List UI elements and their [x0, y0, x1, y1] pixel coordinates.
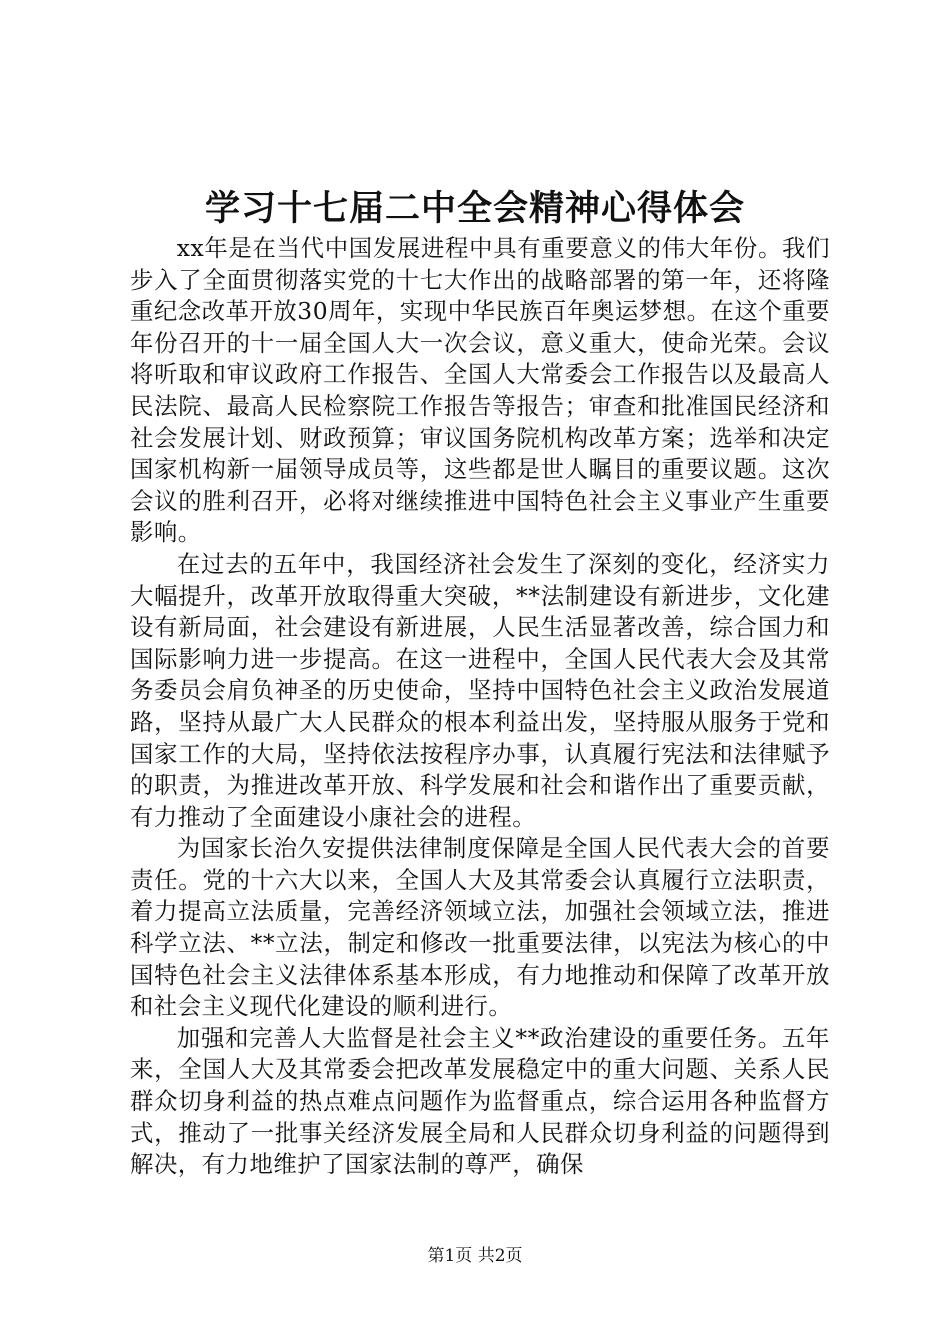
document-body [130, 233, 830, 1181]
document-title: 学习十七届二中全会精神心得体会 [204, 188, 745, 229]
paragraph-4: 加强和完善人大监督是社会主义**政治建设的重要任务。五年来，全国人大及其常委会把改革发展稳定中的重大问题、关系人民群众切身利益的热点难点问题作为监督重点，综合运用各种监督方式，推动了一批事关经济发展全局和人民群众切身利益的问题得到解决，有力地维护了国家法制的尊严，确保 [130, 1023, 830, 1179]
page-footer: 第1页 共2页 [427, 1246, 523, 1266]
paragraph-3: 为国家长治久安提供法律制度保障是全国人民代表大会的首要责任。党的十六大以来，全国人大及其常委会认真履行立法职责，着力提高立法质量，完善经济领域立法，加强社会领域立法，推进科学立法、**立法，制定和修改一批重要法律，以宪法为核心的中国特色社会主义法律体系基本形成，有力地推动和保障了改革开放和社会主义现代化建设的顺利进行。 [130, 834, 830, 1021]
paragraph-1: xx年是在当代中国发展进程中具有重要意义的伟大年份。我们步入了全面贯彻落实党的十七大作出的战略部署的第一年，还将隆重纪念改革开放30周年，实现中华民族百年奥运梦想。在这个重要年份召开的十一届全国人大一次会议，意义重大，使命光荣。会议将听取和审议政府工作报告、全国人大常委会工作报告以及最高人民法院、最高人民检察院工作报告等报告；审查和批准国民经济和社会发展计划、财政预算；审议国务院机构改革方案；选举和决定国家机构新一届领导成员等，这些都是世人瞩目的重要议题。这次会议的胜利召开，必将对继续推进中国特色社会主义事业产生重要影响。 [130, 234, 830, 547]
paragraph-2: 在过去的五年中，我国经济社会发生了深刻的变化，经济实力大幅提升，改革开放取得重大突破，**法制建设有新进步，文化建设有新局面，社会建设有新进展，人民生活显著改善，综合国力和国际影响力进一步提高。在这一进程中，全国人民代表大会及其常务委员会肩负神圣的历史使命，坚持中国特色社会主义政治发展道路，坚持从最广大人民群众的根本利益出发，坚持服从服务于党和国家工作的大局，坚持依法按程序办事，认真履行宪法和法律赋予的职责，为推进改革开放、科学发展和社会和谐作出了重要贡献，有力推动了全面建设小康社会的进程。 [130, 549, 830, 831]
